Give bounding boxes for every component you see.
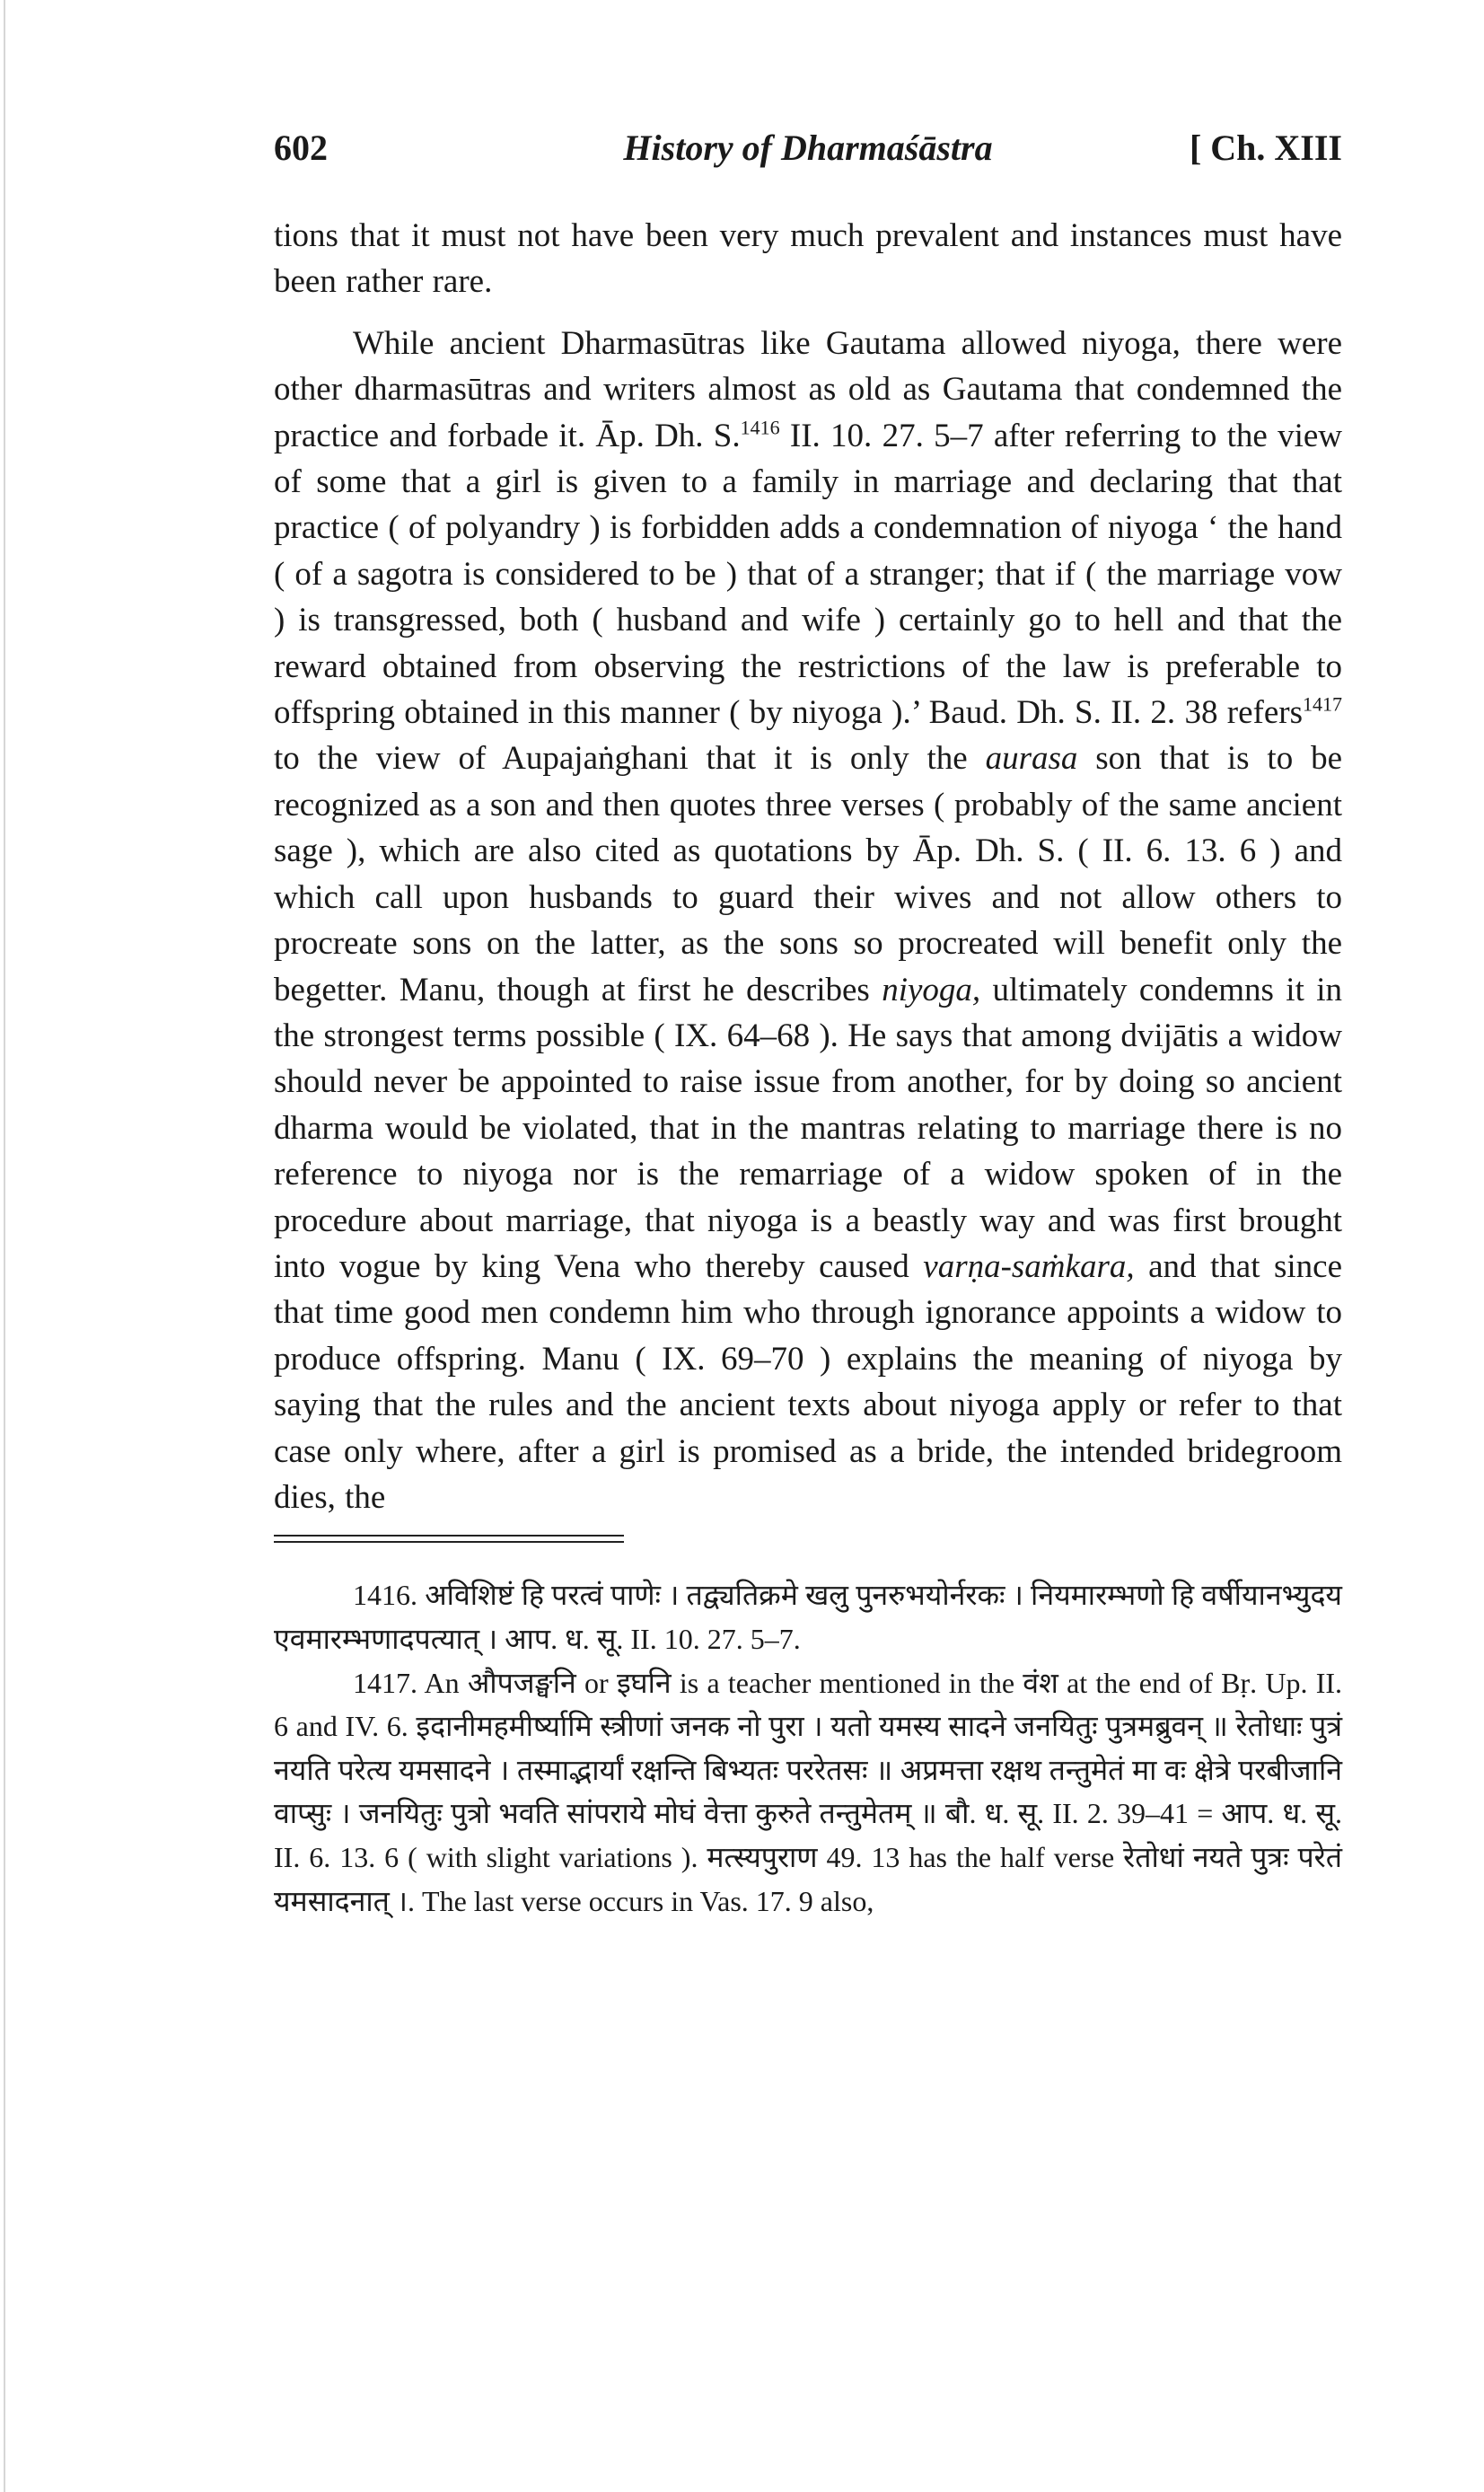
footnote-divider <box>274 1535 624 1543</box>
text-run: ultimately condemns it in the strongest terms possible ( IX. 64–68 ). He says that among dvijātis a widow should never be appointed to raise issue from another, for by doing so ancient dharma would be violated, that in the mantras relating to marriage there is no reference to niyoga nor is the remarriage of a widow spoken of in the procedure about marriage, that niyoga is a beastly way and was first brought into vogue by king Vena who thereby caused <box>274 971 1342 1285</box>
italic-term: niyoga, <box>882 971 981 1008</box>
text-run: son that is to be recognized as a son and then quotes three verses ( probably of the same ancient sage ), which are also cited as quotations by Āp. Dh. S. ( II. 6. 13. 6 ) and which call upon husbands to guard their wives and not allow others to procreate sons on the latter, as the sons so procreated will benefit only the begetter. Manu, though at first he describes <box>274 740 1342 1008</box>
footnote-ref-1417[interactable]: 1417 <box>1303 692 1342 716</box>
page <box>274 121 1342 1923</box>
text-run: II. 10. 27. 5–7 after referring to the view of some that a girl is given to a family in marriage and declaring that that practice ( of polyandry ) is forbidden adds a condemnation of niyoga ‘ the hand ( of a sagotra is considered to be ) that of a stranger; that if ( the marriage vow ) is transgressed, both ( husband and wife ) certainly go to hell and that the reward obtained from observing the restrictions of the law is preferable to offspring obtained in this manner ( by niyoga ).’ Baud. Dh. S. II. 2. 38 refers <box>274 417 1342 732</box>
text-run: and that since that time good men condemn him who through ignorance appoints a widow to produce offspring. Manu ( IX. 69–70 ) explains the meaning of niyoga by saying that the rules and the ancient texts about niyoga apply or refer to that case only where, after a girl is promised as a bride, the intended bridegroom dies, the <box>274 1247 1342 1516</box>
text-run: to the view of Aupajaṅghani that it is only the <box>274 740 986 778</box>
footnote-text: अविशिष्टं हि परत्वं पाणेः । तद्व्यतिक्रमे खलु पुनरुभयोर्नरकः । नियमारम्भणो हि वर्षीयानभ्युदय एवमारम्भणादपत्यात् । आप. ध. सू. II. 10. 27. 5–7. <box>274 1579 1342 1655</box>
running-header <box>274 121 1342 175</box>
chapter-label: [ Ch. XIII <box>1189 128 1342 168</box>
running-title: History of Dharmaśāstra <box>623 128 993 168</box>
footnote-text: An औपजङ्घनि or इघनि is a teacher mentioned in the वंश at the end of Bṛ. Up. II. 6 and IV. 6. इदानीमहमीर्ष्यामि स्त्रीणां जनक नो पुरा । यतो यमस्य सादने जनयितुः पुत्रमब्रुवन् ॥ रेतोधाः पुत्रं नयति परेत्य यमसादने । तस्माद्भार्यां रक्षन्ति बिभ्यतः पररेतसः ॥ अप्रमत्ता रक्षथ तन्तुमेतं मा वः क्षेत्रे परबीजानि वाप्सुः । जनयितुः पुत्रो भवति सांपराये मोघं वेत्ता कुरुते तन्तुमेतम् ॥ बौ. ध. सू. II. 2. 39–41 = आप. ध. सू. II. 6. 13. 6 ( with slight variations ). मत्स्यपुराण 49. 13 has the half verse रेतोधां नयते पुत्रः परेतं यमसादनात् ।. The last verse occurs in Vas. 17. 9 also, <box>274 1666 1343 1917</box>
body-text <box>274 213 1342 1520</box>
footnote-number: 1417. <box>353 1666 417 1699</box>
italic-term: aurasa <box>985 740 1078 778</box>
footnotes <box>274 1573 1342 1923</box>
footnote-number: 1416. <box>353 1579 417 1612</box>
page-number: 602 <box>274 128 328 168</box>
text-run: While ancient Dharmasūtras like Gautama allowed niyoga, there were other dharmasūtras and writers almost as old as Gautama that condemned the practice and forbade it. Āp. Dh. S. <box>274 324 1342 454</box>
scan-edge-line <box>4 0 5 2492</box>
footnote-1417 <box>274 1661 1342 1924</box>
footnote-ref-1416[interactable]: 1416 <box>740 416 780 439</box>
footnote-1416 <box>274 1573 1342 1660</box>
paragraph-2 <box>274 321 1342 1521</box>
paragraph-1: tions that it must not have been very much prevalent and instances must have been rather rare. <box>274 217 1342 301</box>
italic-term: varṇa-saṁkara, <box>923 1247 1135 1285</box>
